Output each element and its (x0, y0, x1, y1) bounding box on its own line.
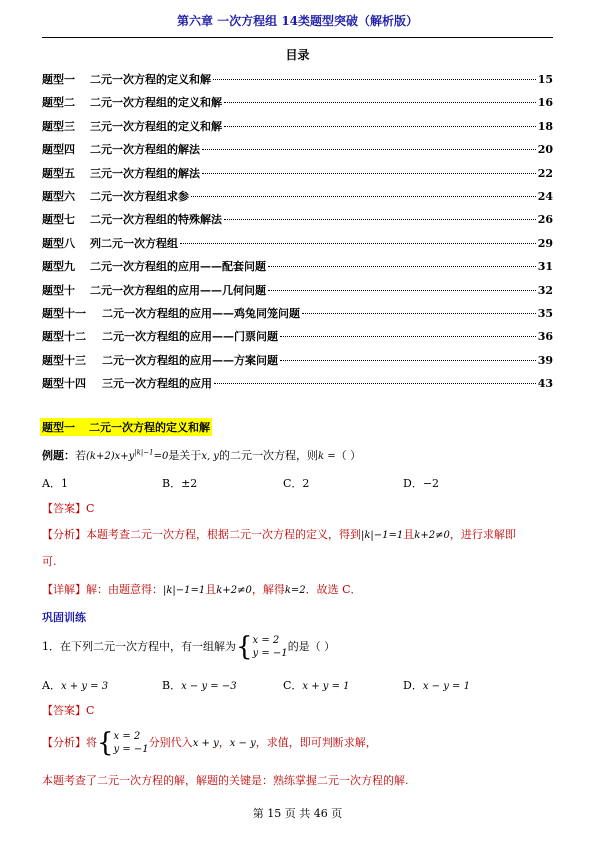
toc-item-label: 列二元一次方程组 (90, 236, 178, 250)
toc-item-page: 36 (537, 330, 553, 344)
toc-item-label: 二元一次方程组的应用——鸡兔同笼问题 (102, 307, 300, 320)
toc-item-page: 29 (537, 236, 553, 250)
section-number: 题型一 (42, 421, 75, 434)
toc-item[interactable] (42, 282, 553, 298)
toc-leader-dots (302, 313, 536, 314)
detail-and: 且 (205, 583, 217, 596)
toc-item-label: 三元一次方程组的解法 (90, 166, 200, 180)
example-vars: x, y (201, 451, 219, 462)
q1-analysis-e1: x + y (192, 738, 219, 749)
toc-item-number: 题型五 (42, 166, 75, 180)
q1-option-b-label: B． (162, 679, 182, 692)
toc-leader-dots (224, 126, 536, 127)
toc-item[interactable] (42, 375, 553, 391)
option-a-value: 1 (60, 477, 68, 490)
toc-item-label: 二元一次方程的定义和解 (90, 73, 211, 86)
q1-system (253, 634, 288, 660)
toc-title: 目录 (285, 48, 310, 62)
toc-item[interactable] (42, 305, 553, 321)
q1-analysis-sys1: x = 2 (113, 731, 141, 742)
option-a-label: A． (42, 477, 61, 490)
header-divider (42, 37, 553, 38)
toc-item[interactable] (42, 165, 553, 181)
toc-item-label: 二元一次方程组求参 (90, 190, 189, 203)
toc-item-number: 题型三 (42, 119, 75, 133)
toc-leader-dots (224, 102, 536, 103)
example-question (42, 447, 361, 463)
analysis-text-b: ，进行求解即 (449, 528, 516, 541)
toc-item-page: 31 (537, 260, 553, 274)
example-label: 例题： (42, 449, 75, 462)
toc-leader-dots (202, 149, 536, 150)
option-b[interactable] (162, 475, 197, 491)
option-a[interactable] (42, 475, 68, 491)
q1-analysis-system (114, 730, 149, 756)
option-b-value: ±2 (181, 477, 198, 490)
toc-leader-dots (280, 336, 536, 337)
example-mid: 是关于 (168, 449, 202, 462)
toc-item-number: 题型二 (42, 96, 75, 110)
toc-item-page: 20 (537, 143, 553, 157)
option-b-label: B． (162, 477, 182, 490)
toc-leader-dots (214, 383, 536, 384)
toc-leader-dots (280, 360, 536, 361)
q1-prefix: 1．在下列二元一次方程中，有一组解为 (42, 640, 236, 653)
example-answer: 【答案】C (42, 502, 95, 515)
toc-item-page: 43 (537, 377, 553, 391)
toc-item-number: 题型六 (42, 190, 75, 203)
q1-analysis-sep: ， (218, 736, 230, 749)
toc-item-number: 题型十二 (42, 330, 86, 344)
detail-eq3: k=2 (284, 585, 306, 596)
example-suffix: 的二元一次方程，则 (218, 449, 318, 462)
q1-option-c[interactable] (283, 677, 350, 693)
q1-analysis-c: ，求值，即可判断求解， (255, 736, 377, 749)
toc-leader-dots (224, 219, 536, 220)
q1-option-c-value: x + y = 1 (302, 681, 350, 692)
example-analysis (42, 526, 516, 542)
toc-item-number: 题型十四 (42, 377, 86, 391)
toc-leader-dots (180, 243, 536, 244)
example-ask: k = (317, 451, 336, 462)
toc-item-page: 15 (537, 73, 553, 86)
q1-system-eq2: y = −1 (252, 648, 288, 659)
q1-analysis-tag: 【分析】 (42, 736, 86, 749)
toc-item-number: 题型十 (42, 283, 75, 297)
analysis-tag: 【分析】 (42, 528, 86, 541)
toc-item-label: 二元一次方程组的应用——配套问题 (90, 260, 266, 274)
toc-item[interactable] (42, 328, 553, 344)
q1-option-d-value: x − y = 1 (422, 681, 470, 692)
toc-item-page: 18 (537, 119, 553, 133)
option-c[interactable] (283, 475, 309, 491)
toc-item-page: 32 (537, 283, 553, 297)
q1-analysis-e2: x − y (229, 738, 256, 749)
option-c-label: C． (283, 477, 303, 490)
detail-text-a: 解：由题意得： (86, 583, 163, 596)
q1-option-d[interactable] (403, 677, 470, 693)
q1-suffix: 的是（ ） (287, 640, 336, 653)
practice-options (42, 677, 553, 691)
toc-leader-dots (268, 290, 536, 291)
example-expr-end: =0 (153, 451, 169, 462)
brace-icon: { (97, 728, 114, 758)
toc-item[interactable] (42, 94, 553, 110)
option-d-label: D． (403, 477, 423, 490)
section-title: 二元一次方程的定义和解 (89, 421, 210, 434)
toc-item-page: 16 (537, 96, 553, 110)
toc-item[interactable] (42, 352, 553, 368)
option-d-value: −2 (422, 477, 440, 490)
toc-leader-dots (202, 173, 536, 174)
example-blank: （ ） (335, 449, 362, 462)
page-header-title: 第六章 一次方程组 14类题型突破（解析版） (176, 14, 419, 28)
analysis-text-a: 本题考查二元一次方程，根据二元一次方程的定义，得到 (86, 528, 361, 541)
toc-item[interactable] (42, 235, 553, 251)
toc-item-page: 22 (537, 166, 553, 180)
toc-item-page: 35 (537, 307, 553, 320)
section-heading (40, 418, 212, 436)
q1-option-d-label: D． (403, 679, 423, 692)
toc-leader-dots (213, 79, 536, 80)
toc-item-number: 题型七 (42, 213, 75, 227)
toc-item-label: 三元一次方程组的定义和解 (90, 119, 222, 133)
example-options (42, 475, 553, 489)
toc-item-number: 题型十三 (42, 353, 86, 367)
page-footer: 第 15 页 共 46 页 (252, 807, 343, 820)
toc-item[interactable] (42, 188, 553, 204)
detail-eq1: |k|−1=1 (163, 585, 206, 596)
option-c-value: 2 (302, 477, 310, 490)
brace-icon: { (236, 632, 253, 662)
q1-analysis-b: 分别代入 (148, 736, 193, 749)
toc-item-page: 24 (537, 190, 553, 203)
toc-item-number: 题型八 (42, 236, 75, 250)
q1-option-a-value: x + y = 3 (60, 681, 109, 692)
practice-q1 (42, 634, 335, 660)
toc-item-number: 题型十一 (42, 307, 86, 320)
q1-analysis-a: 将 (86, 736, 97, 749)
example-exponent: |k|−1 (134, 448, 154, 457)
q1-option-c-label: C． (283, 679, 303, 692)
toc-item-label: 二元一次方程组的特殊解法 (90, 213, 222, 227)
toc-leader-dots (268, 266, 536, 267)
detail-text-b: ，解得 (251, 583, 285, 596)
example-expression (86, 448, 169, 462)
q1-option-a-label: A． (42, 679, 61, 692)
toc-item-number: 题型九 (42, 260, 75, 274)
toc-item-label: 二元一次方程组的定义和解 (90, 96, 222, 110)
toc-item-label: 三元一次方程组的应用 (102, 377, 212, 391)
q1-summary: 本题考查了二元一次方程的解，解题的关键是：熟练掌握二元一次方程的解. (42, 774, 409, 787)
q1-option-a[interactable] (42, 677, 108, 693)
toc-item[interactable] (42, 258, 553, 274)
q1-answer: 【答案】C (42, 704, 95, 717)
q1-option-b-value: x − y = −3 (181, 681, 237, 692)
toc-leader-dots (191, 196, 536, 197)
q1-system-eq1: x = 2 (252, 635, 280, 646)
toc-item-label: 二元一次方程组的应用——几何问题 (90, 283, 266, 297)
option-d[interactable] (403, 475, 439, 491)
toc-item[interactable] (42, 141, 553, 157)
example-analysis-cont: 可. (42, 555, 57, 568)
example-detail (42, 581, 362, 597)
toc-item[interactable] (42, 118, 553, 134)
analysis-and: 且 (403, 528, 415, 541)
toc-item-label: 二元一次方程组的解法 (90, 143, 200, 157)
toc-item-label: 二元一次方程组的应用——方案问题 (102, 353, 278, 367)
toc-item-number: 题型一 (42, 73, 75, 86)
detail-eq2: k+2≠0 (216, 585, 252, 596)
practice-title: 巩固训练 (42, 611, 86, 624)
toc-item[interactable] (42, 211, 553, 227)
toc-item[interactable] (42, 71, 553, 87)
q1-analysis-sys2: y = −1 (113, 744, 149, 755)
detail-text-c: ．故选 C． (305, 583, 362, 596)
detail-tag: 【详解】 (42, 583, 86, 596)
example-expr-base: (k+2)x+y (86, 451, 135, 462)
q1-analysis (42, 730, 377, 756)
toc-item-page: 39 (537, 353, 553, 367)
analysis-eq1: |k|−1=1 (361, 530, 404, 541)
toc-item-page: 26 (537, 213, 553, 227)
toc-item-number: 题型四 (42, 143, 75, 157)
example-prefix: 若 (75, 449, 86, 462)
analysis-eq2: k+2≠0 (414, 530, 450, 541)
toc-item-label: 二元一次方程组的应用——门票问题 (102, 330, 278, 344)
q1-option-b[interactable] (162, 677, 237, 693)
